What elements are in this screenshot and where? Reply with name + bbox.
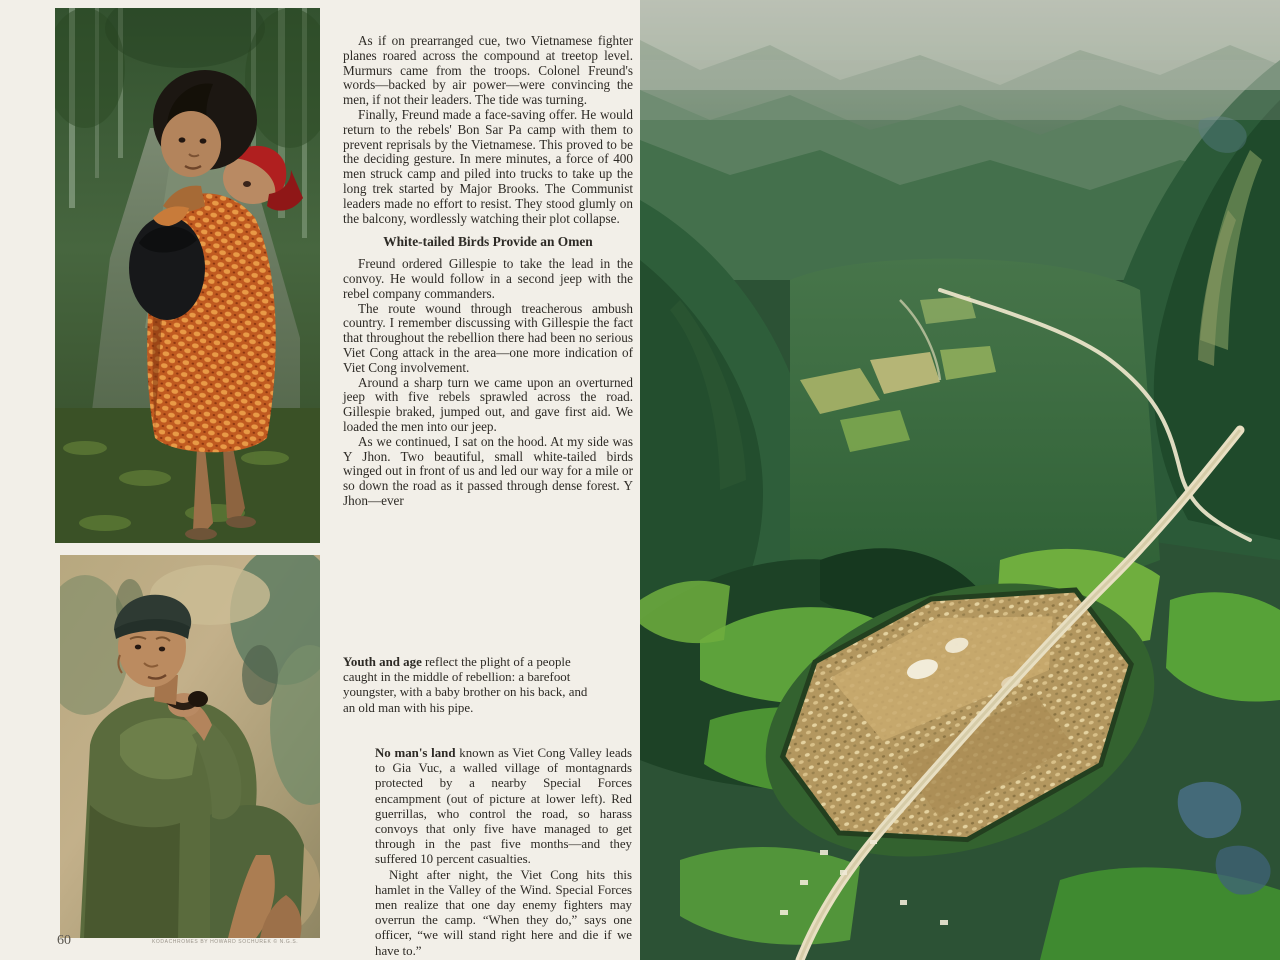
page-number: 60 xyxy=(57,933,71,948)
body-paragraph: As we continued, I sat on the hood. At my side was Y Jhon. Two beautiful, small white-tailed birds winged out in front of us and led our way for a mile or so down the road as it passed through dense forest. Y Jhon—ever xyxy=(343,433,633,508)
caption-youth-and-age xyxy=(343,655,599,716)
photo-viet-cong-valley-aerial xyxy=(640,0,1280,960)
body-paragraph: Freund ordered Gillespie to take the lead in the convoy. He would follow in a second jeep with the rebel company commanders. xyxy=(343,256,633,301)
caption-body: known as Viet Cong Valley leads to Gia Vuc, a walled village of montagnards protected by a nearby Special Forces encampment (out of picture at lower left). Red guerrillas, who control the road, so harass convoys that only five have managed to get through in the past five months—and they suffered 10 percent casualties. xyxy=(375,746,633,867)
caption-body: reflect the plight of a people caught in the middle of rebellion: a barefoot youngster, with a baby brother on his back, and an old man with his pipe. xyxy=(343,655,588,715)
caption-lead: Youth and age xyxy=(343,655,422,669)
photo-old-man-with-pipe xyxy=(60,555,320,938)
boy-photo-illustration xyxy=(55,8,320,543)
aerial-photo-illustration xyxy=(640,0,1280,960)
photo-boy-with-baby xyxy=(55,8,320,543)
photo-credit: KODACHROMES BY HOWARD SOCHUREK © N.G.S. xyxy=(152,939,299,945)
old-man-photo-illustration xyxy=(60,555,320,938)
caption-text xyxy=(343,655,599,716)
article-text-column xyxy=(343,34,633,509)
body-paragraph: The route wound through treacherous ambush country. I remember discussing with Gillespie the fact that throughout the rebellion there had been no serious Viet Cong attack in the area—one more indication of Viet Cong involvement. xyxy=(343,300,633,375)
body-paragraph: As if on prearranged cue, two Vietnamese fighter planes roared across the compound at treetop level. Murmurs came from the troops. Colonel Freund's words—backed by air power—were convincing the men, if not their leaders. The tide was turning. xyxy=(343,33,633,108)
body-paragraph: Around a sharp turn we came upon an overturned jeep with five rebels sprawled across the road. Gillespie braked, jumped out, and gave first aid. We loaded the men into our jeep. xyxy=(343,374,633,434)
body-paragraph: Finally, Freund made a face-saving offer. He would return to the rebels' Bon Sar Pa camp with them to prevent reprisals by the Vietnamese. This proved to be the deciding gesture. In mere minutes, a force of 400 men struck camp and piled into trucks to take up the long trek started by Major Brooks. The Communist leaders made no effort to resist. They stood glumly on the balcony, wordlessly watching their plot collapse. xyxy=(343,106,633,226)
caption-text: Night after night, the Viet Cong hits this hamlet in the Valley of the Wind. Special Forces men realize that one day enemy fighters may overrun the camp. “When they do,” says one officer, “we will stand right here and die if we have to.” xyxy=(375,867,632,958)
caption-no-mans-land xyxy=(375,746,632,959)
caption-lead: No man's land xyxy=(375,746,456,760)
section-subhead: White-tailed Birds Provide an Omen xyxy=(383,234,593,250)
caption-text xyxy=(375,746,632,868)
